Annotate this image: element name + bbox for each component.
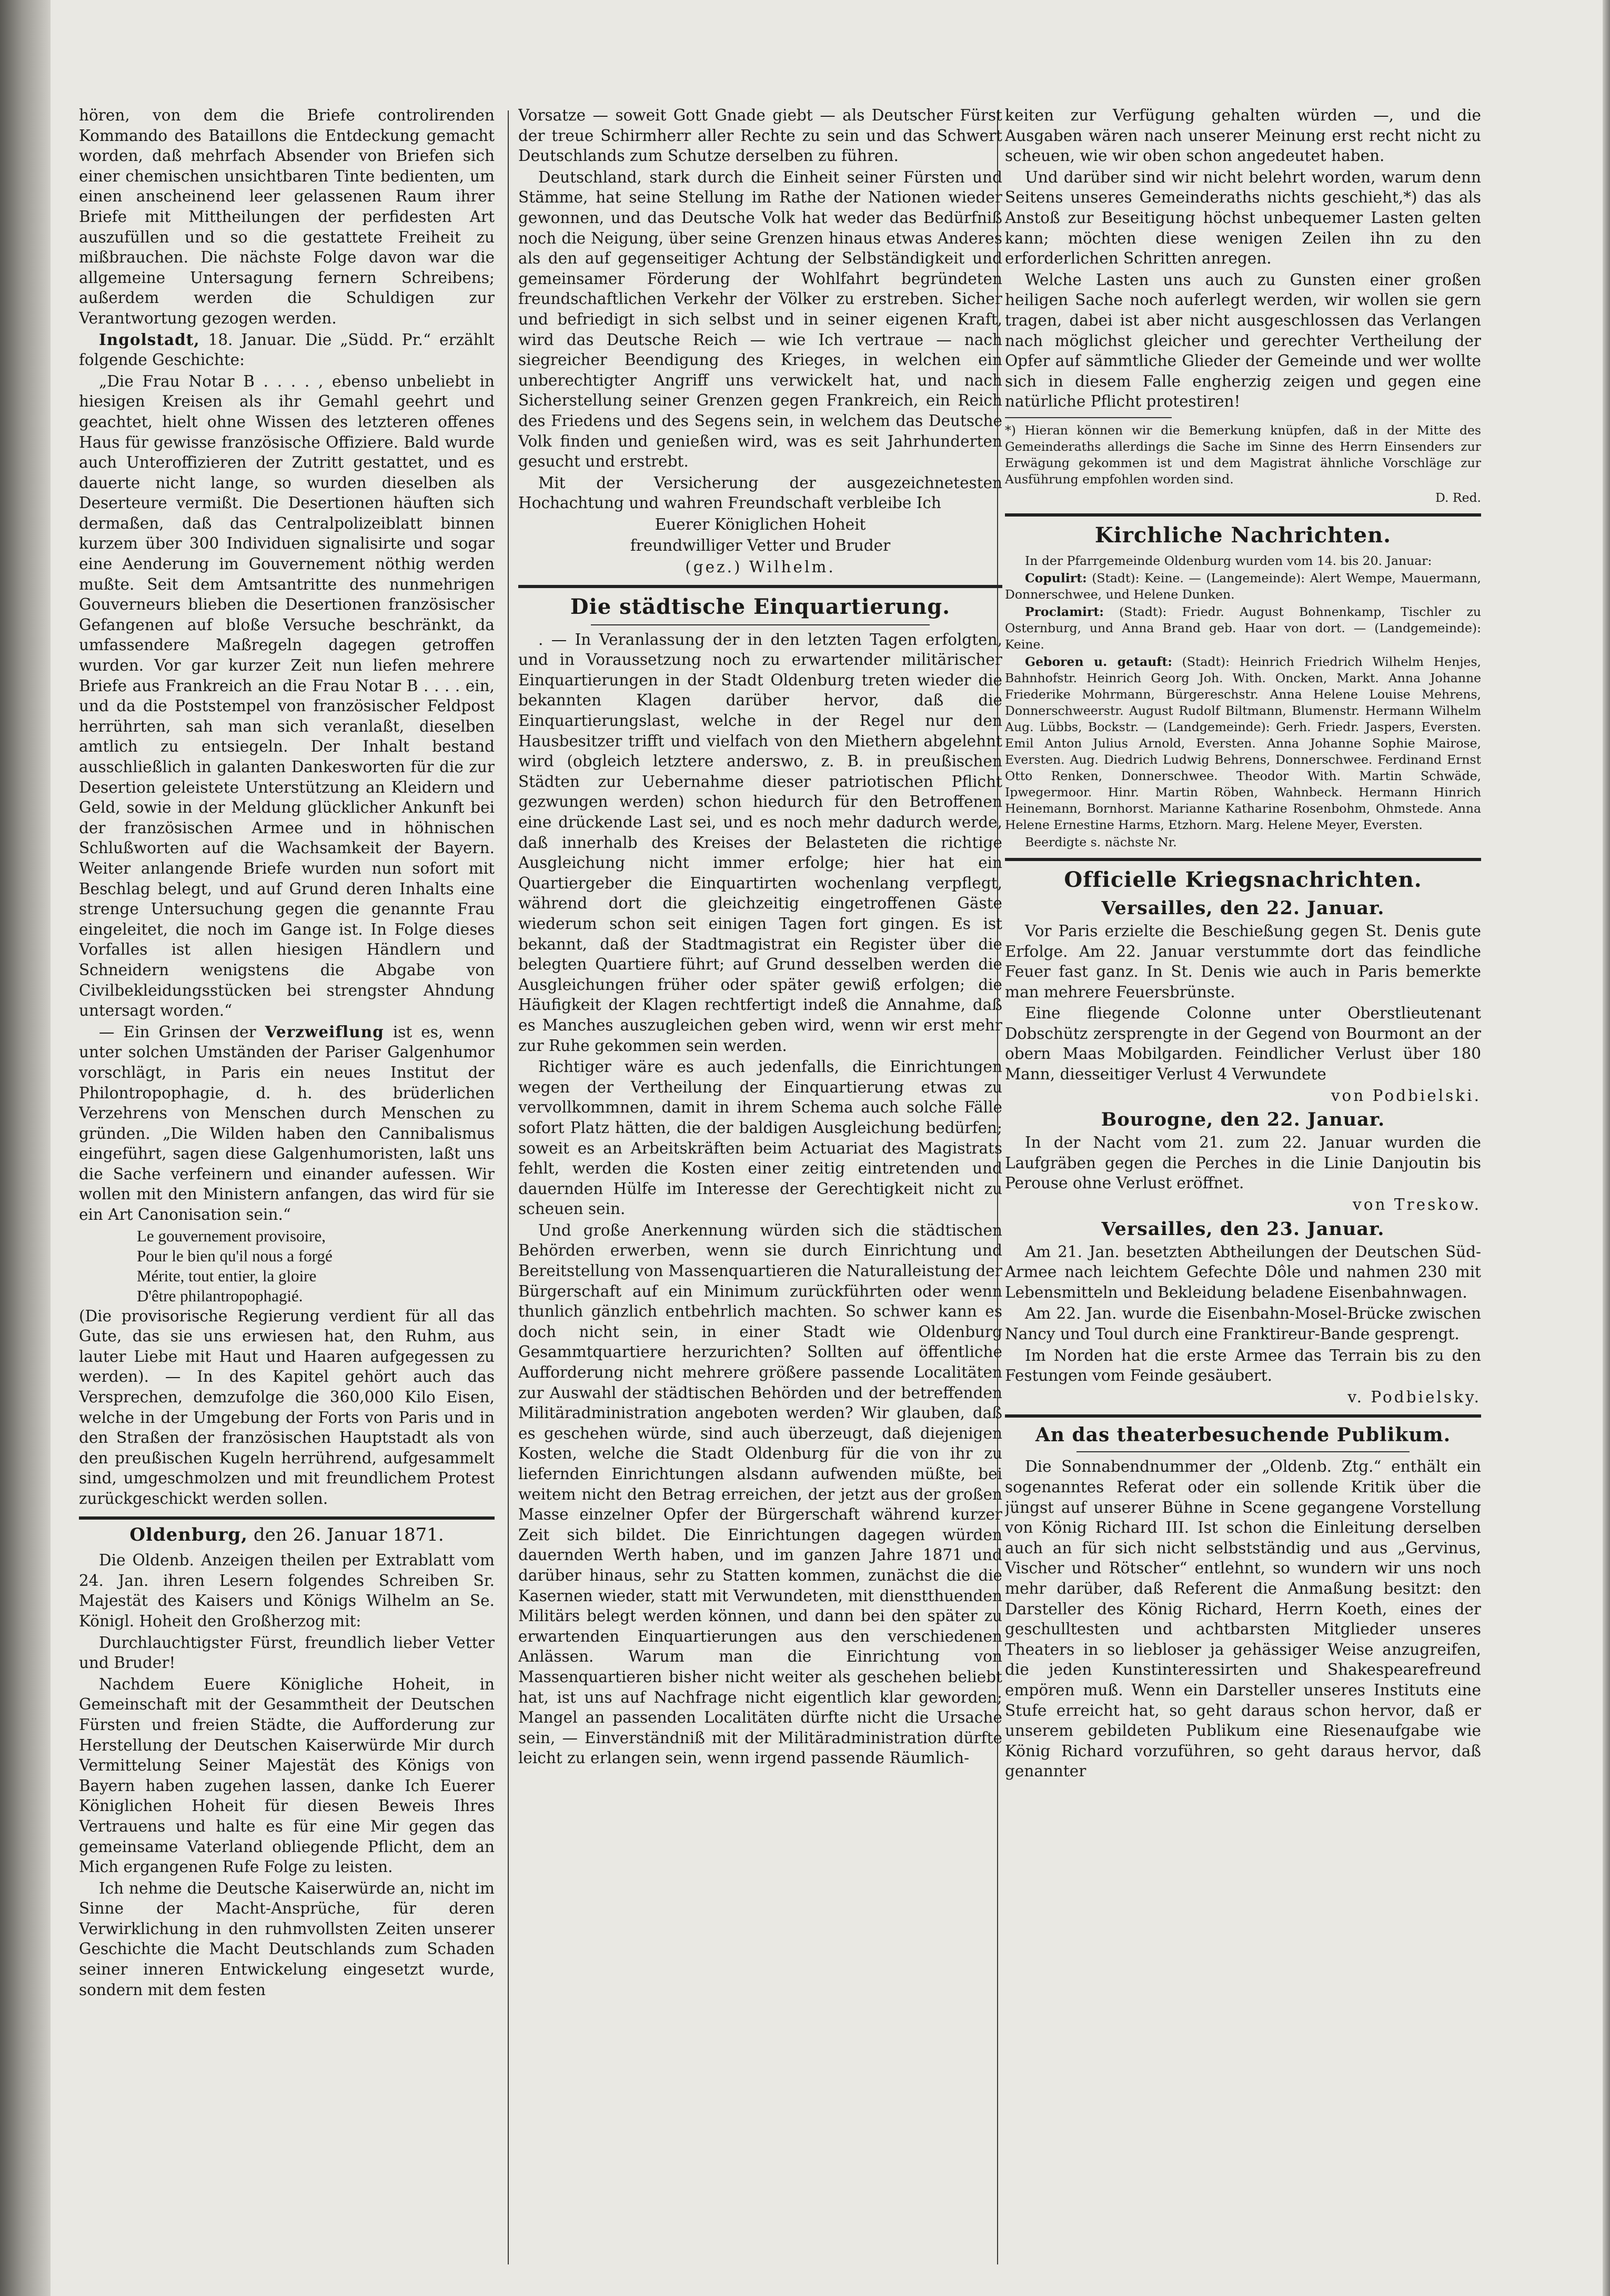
text: — Ein Grinsen der [99,1023,265,1041]
heading-kirchliche: Kirchliche Nachrichten. [1094,522,1392,548]
verse-line: Le gouvernement provisoire, [137,1226,326,1245]
paragraph: Eine fliegende Colonne unter Oberstlieutenant Dobschütz zersprengte in der Gegend von Bourmont an der obern Maas Mobilgarden. Feindlicher Verlust über 180 Mann, diesseitiger Verlust 4 Verwundete [1005,1004,1481,1084]
paragraph: Im Norden hat die erste Armee das Terrain bis zu den Festungen vom Feinde gesäubert. [1005,1346,1481,1385]
subheading: Versailles, den 22. Januar. [1101,897,1385,919]
section-rule [79,1516,495,1520]
signature-line: Euerer Königlichen Hoheit [655,515,866,533]
church-proclamirt [1005,604,1481,653]
column-2 [518,105,1002,2264]
french-verse [79,1226,495,1306]
bold-word: Verzweiflung [265,1022,384,1041]
column-divider-1 [508,110,509,2264]
text: (Stadt): Keine. — (Langemeinde): Alert Wempe, Mauermann, Donnerschwee, und Helene Dunken. [1005,570,1481,602]
text: (Stadt): Heinrich Friedrich Wilhelm Henjes, Bahnhofstr. Heinrich Georg Joh. With. Oncken, Markt. Anna Johanne Friederike Mohrmann, Bürgereschstr. Anna Helene Louise Mehrens, Donnerschweerstr. August Rudolf Biltmann, Blumenstr. Hermann Wilhelm Aug. Lübbs, Bockstr. — (Landgemeinde): Gerh. Friedr. Jaspers, Eversten. Emil Anton Julius Arnold, Eversten. Anna Johanne Sophie Mairose, Eversten. Aug. Diedrich Ludwig Behrens, Donnerschwee. Ferdinand Ernst Otto Renken, Donnerschwee. Theodor With. Martin Schwäde, Ipwegermoor. Hinr. Martin Röben, Wahnbeck. Hermann Hinrich Heinemann, Bornhorst. Marianne Katharine Rosenbohm, Ohmstede. Anna Helene Ernestine Harms, Etzhorn. Marg. Helene Meyer, Eversten. [1005,654,1481,832]
paragraph: Vor Paris erzielte die Beschießung gegen St. Denis gute Erfolge. Am 22. Januar verstummte dort das feindliche Feuer fast ganz. In St. Denis wie auch in Paris bemerkte man mehrere Feuersbrünste. [1005,922,1481,1001]
verse-line: Mérite, tout entier, la gloire [137,1266,317,1285]
church-beerdigte: Beerdigte s. nächste Nr. [1025,834,1177,849]
church-copulirt [1005,570,1481,603]
column-1 [79,105,495,2264]
footnote-sign: D. Red. [1435,490,1481,505]
subheading: Bourogne, den 22. Januar. [1101,1109,1385,1131]
report-signature: von Podbielski. [1331,1086,1481,1105]
paragraph: keiten zur Verfügung gehalten würden —, und die Ausgaben wären nach unserer Meinung erst recht nicht zu scheuen, wie wir oben schon angedeutet haben. [1005,106,1481,165]
page-edge [1603,0,1610,2296]
text: (Stadt): Friedr. August Bohnenkamp, Tischler zu Osternburg, und Anna Brand geb. Haar von dort. — (Landgemeinde): Keine. [1005,604,1481,652]
place-name: Ingolstadt, [99,330,200,349]
label: Copulirt: [1025,570,1087,585]
report-signature: v. Podbielsky. [1347,1388,1481,1406]
paragraph: Ich nehme die Deutsche Kaiserwürde an, nicht im Sinne der Macht-Ansprüche, für deren Verwirklichung in den ruhmvollsten Zeiten unserer Geschichte die Macht Deutschlands zum Schaden seiner inneren Entwickelung eingesetzt wurde, sondern mit dem festen [79,1879,495,1999]
paragraph-verzweiflung [79,1022,495,1225]
paragraph: Am 21. Jan. besetzten Abtheilungen der Deutschen Süd-Armee nach leichtem Gefechte Dôle und nahmen 230 mit Lebensmitteln und Bekleidung beladene Eisenbahnwagen. [1005,1242,1481,1301]
paragraph: . — In Veranlassung der in den letzten Tagen erfolgten, und in Voraussetzung noch zu erwartender militärischer Einquartierungen in der Stadt Oldenburg treten wieder die bekannten Klagen darüber hervor, daß die Einquartierungslast, welche in der Regel nur den Hausbesitzer trifft und vielfach von den Miethern abgelehnt wird (obgleich letztere anderswo, z. B. in preußischen Städten zur Uebernahme dieser patriotischen Pflicht gezwungen werden) schon hiedurch für den Betroffenen eine drückende Last sei, und es noch mehr dadurch werde, daß innerhalb des Kreises der Belasteten die richtige Ausgleichung nicht immer erfolge; hier hat ein Quartiergeber die Einquartirten wochenlang verpflegt, während dort die gleichzeitig eingetroffenen Gäste wiederum schon seit einigen Tagen fort gingen. Es ist bekannt, daß der Stadtmagistrat ein Register über die belegten Quartiere führt; auf Grund desselben werden die Ausgleichungen früher oder später gewiß erfolgen; die Häufigkeit der Klagen rechtfertigt indeß die Annahme, daß es Manches auszugleichen geben wird, wenn wir erst mehr zur Ruhe gekommen sein werden. [518,630,1002,1055]
column-3 [1005,105,1481,2264]
signature-name: (gez.) Wilhelm. [685,558,836,576]
paragraph: Die Oldenb. Anzeigen theilen per Extrablatt vom 24. Jan. ihren Lesern folgendes Schreiben Sr. Majestät des Kaisers und Königs Wilhelm an Se. Königl. Hoheit den Großherzog mit: [79,1551,495,1630]
paragraph: Nachdem Euere Königliche Hoheit, in Gemeinschaft mit der Gesammtheit der Deutschen Fürsten und freien Städte, die Aufforderung zur Herstellung der Deutschen Kaiserwürde Mir durch Vermittelung Seiner Majestät des Königs von Bayern haben zugehen lassen, danke Ich Euerer Königlichen Hoheit für diesen Beweis Ihres Vertrauens und halte es für eine Mir gegen das gemeinsame Vaterland obliegende Pflicht, dem an Mich ergangenen Rufe Folge zu leisten. [79,1675,495,1876]
label: Proclamirt: [1025,604,1104,619]
paragraph: Und darüber sind wir nicht belehrt worden, warum denn Seitens unseres Gemeinderaths nichts geschieht,*) das als Anstoß zur Beseitigung höchst unbequemer Lasten gelten kann; möchten diese wenigen Zeilen ihn zu den erforderlichen Schritten anregen. [1005,168,1481,268]
paragraph: Die Sonnabendnummer der „Oldenb. Ztg.“ enthält ein sogenanntes Referat oder ein sollende Kritik über die jüngst auf unserer Bühne in Scene gegangene Vorstellung von König Richard III. Ist schon die Einleitung derselben auch an für sich nicht selbstständig und aus „Gervinus, Vischer und Rötscher“ entlehnt, so wundern wir uns noch mehr darüber, daß Referent die Anmaßung besitzt: den Darsteller des König Richard, Herrn Koeth, eines der geschulltesten und achtbarsten Mitglieder unseres Theaters in so liebloser ja gehässiger Weise anzugreifen, die jeden Kunstinteressirten und Shakespearefreund empören muß. Wenn ein Darsteller unseres Instituts eine Stufe erreicht hat, so geht daraus schon hervor, daß er unserem gebildeten Publikum eine Riesenaufgabe wie König Richard vorzuführen, so geht daraus hervor, daß genannter [1005,1458,1481,1781]
section-rule [1005,1414,1481,1418]
paragraph: In der Nacht vom 21. zum 22. Januar wurden die Laufgräben gegen die Perches in die Linie Danjoutin bis Perouse ohne Verlust eröffnet. [1005,1134,1481,1192]
paragraph: Und große Anerkennung würden sich die städtischen Behörden erwerben, wenn sie durch Einrichtung und Bereitstellung von Massenquartieren die Naturalleistung der Bürgerschaft auf ein Minimum zurückführten oder wenn thunlich gänzlich entbehrlich machten. So schwer kann es doch nicht sein, in einer Stadt wie Oldenburg Gesammtquartiere herzurichten? Sollten auf öffentliche Aufforderung nicht mehrere größere passende Localitäten zur Auswahl der städtischen Behörden und der betreffenden Militäradministration angeboten werden? Wir glauben, daß es geschehen würde, sind auch überzeugt, daß diejenigen Kosten, welche die Stadt Oldenburg für die von ihr zu liefernden Einrichtungen alsdann aufwenden müßte, bei weitem nicht den Betrag erreichen, der jetzt aus der großen Masse einzelner Opfer der Bürgerschaft während kurzer Zeit sich bildet. Die Einrichtungen dagegen würden dauernden Werth haben, und im ganzen Jahre 1871 und darüber hinaus, sehr zu Statten kommen, zunächst die die Kasernen wieder, statt mit Verwundeten, mit dienstthuenden Militärs belegt werden können, und dann bei den später zu erwartenden Einquartierungen aus den verschiedenen Anlässen. Warum man die Einrichtung von Massenquartieren bisher nicht weiter als geschehen beliebt hat, ist uns auf Nachfrage nicht eigentlich klar geworden; Mangel an passenden Localitäten dürfte nicht die Ursache sein, — Einverständniß mit der Militäradministration dürfte leicht zu erlangen sein, wenn irgend passende Räumlich- [518,1221,1002,1767]
heading-theater: An das theaterbesuchende Publikum. [1035,1424,1451,1447]
place-name: Oldenburg, [129,1524,248,1545]
church-intro: In der Pfarrgemeinde Oldenburg wurden vom 14. bis 20. Januar: [1025,553,1432,568]
subheading: Versailles, den 23. Januar. [1101,1218,1385,1240]
heading-einquartierung: Die städtische Einquartierung. [570,594,951,619]
dateline-date: den 26. Januar 1871. [248,1524,444,1545]
report-signature: von Treskow. [1353,1196,1481,1214]
paragraph: „Die Frau Notar B . . . . , ebenso unbeliebt in hiesigen Kreisen als ihr Gemahl geehrt und geachtet, hielt ohne Wissen des letzteren offenes Haus für gewisse französische Offiziere. Bald wurde auch Unteroffizieren der Zutritt gestattet, und es dauerte nicht lange, so wurden dieselben als Deserteure vermißt. Die Desertionen häuften sich dermaßen, daß das Centralpolizeiblatt binnen kurzem über 300 Individuen signalisirte und sogar eine Aenderung im Gouvernement nöthig werden mußte. Seit dem Amtsantritte des nunmehrigen Gouverneurs blieben die Desertionen französischer Gefangenen auf bloße Versuche beschränkt, da umfassendere Maßregeln dagegen getroffen wurden. Vor gar kurzer Zeit nun liefen mehrere Briefe aus Frankreich an die Frau Notar B . . . . ein, und da die Poststempel von französischer Feldpost herrührten, sah man sich veranlaßt, dieselben amtlich zu entsiegeln. Der Inhalt bestand ausschließlich in galanten Dankesworten für die zur Desertion geleistete Unterstützung an Kleidern und Geld, sowie in der Meldung glücklicher Ankunft bei der französischen Armee und in höhnischen Schlußworten auf die Wachsamkeit der Bayern. Weiter anlangende Briefe wurden nun sofort mit Beschlag belegt, und auf Grund deren Inhalts eine strenge Untersuchung gegen die genannte Frau eingeleitet, die noch im Gange ist. In Folge dieses Vorfalles ist allen hiesigen Händlern und Schneidern wenigstens die Abgabe von Civilbekleidungsstücken bei strengster Ahndung untersagt worden.“ [79,372,495,1020]
heading-underline [1076,1451,1410,1452]
paragraph: (Die provisorische Regierung verdient für all das Gute, das sie uns erwiesen hat, den Ruhm, aus lauter Liebe mit Haut und Haaren aufgegessen zu werden). — In des Kapitel gehört auch das Versprechen, demzufolge die 360,000 Kilo Eisen, welche in der Umgebung der Forts von Paris und in den Straßen der französischen Hauptstadt als von den preußischen Kugeln herrührend, aufgesammelt sind, umgeschmolzen und mit freundlichem Protest zurückgeschickt werden sollen. [79,1307,495,1508]
paragraph: hören, von dem die Briefe controlirenden Kommando des Bataillons die Entdeckung gemacht worden, daß mehrfach Absender von Briefen sich einer chemischen unsichtbaren Tinte bedienten, um einen anscheinend leer gelassenen Raum ihrer Briefe mit Mittheilungen der perfidesten Art auszufüllen und so die gestattete Freiheit zu mißbrauchen. Die nächste Folge davon war die allgemeine Untersagung fernern Schreibens; außerdem werden die Schuldigen zur Verantwortung gezogen werden. [79,106,495,327]
church-geboren [1005,654,1481,833]
verse-line: Pour le bien qu'il nous a forgé [137,1246,333,1265]
salutation: Durchlauchtigster Fürst, freundlich lieber Vetter und Bruder! [79,1633,495,1672]
heading-underline [591,624,930,625]
paragraph: Richtiger wäre es auch jedenfalls, die Einrichtungen wegen der Vertheilung der Einquartierung etwas zu vervollkommnen, damit in ihrem Schema auch solche Fälle sofort Platz hätten, die der baldigen Ausgleichung bedürfen; soweit es an Arbeitskräften beim Actuariat des Magistrats fehlt, werden die Kosten einer zeitig eintretenden und dauernden Hülfe im Interesse der Gerechtigkeit nicht zu scheuen sein. [518,1058,1002,1218]
label: Geboren u. getauft: [1025,654,1172,669]
dateline-oldenburg [79,1525,495,1545]
paragraph: Am 22. Jan. wurde die Eisenbahn-Mosel-Brücke zwischen Nancy und Toul durch eine Franktireur-Bande gesprengt. [1005,1304,1481,1343]
paragraph: Deutschland, stark durch die Einheit seiner Fürsten und Stämme, hat seine Stellung im Rathe der Nationen wieder gewonnen, und das Deutsche Volk hat weder das Bedürfniß noch die Neigung, über seine Grenzen hinaus etwas Anderes als den auf gegenseitiger Achtung der Selbständigkeit und gemeinsamer Förderung der Wohlfahrt begründeten freundschaftlichen Verkehr der Völker zu erstreben. Sicher und befriedigt in sich selbst und in seiner eigenen Kraft, wird das Deutsche Reich — wie Ich vertraue — nach siegreicher Beendigung des Krieges, in welchen ein unberechtigter Angriff uns verwickelt hat, und nach Sicherstellung seiner Grenzen gegen Frankreich, ein Reich des Friedens und des Segens sein, in welchem das Deutsche Volk finden und genießen wird, was es seit Jahrhunderten gesucht und erstrebt. [518,168,1002,471]
verse-line: D'être philantropophagié. [137,1286,303,1305]
book-spine [0,0,51,2296]
paragraph: Mit der Versicherung der ausgezeichnetesten Hochachtung und wahren Freundschaft verbleibe Ich [518,473,1002,512]
heading-kriegsnachrichten: Officielle Kriegsnachrichten. [1064,867,1422,892]
dateline-ingolstadt [79,330,495,370]
paragraph: Welche Lasten uns auch zu Gunsten einer großen heiligen Sache noch auferlegt werden, wir wollen sie gern tragen, dabei ist aber nicht ausgeschlossen das Verlangen nach möglichst gleicher und gerechter Vertheilung der Opfer auf sämmtliche Glieder der Gemeinde und wer wollte sich in diesem Falle engherzig zeigen und gegen eine natürliche Pflicht protestiren! [1005,270,1481,411]
section-rule [518,585,1002,588]
section-rule [1005,858,1481,861]
signature-line: freundwilliger Vetter und Bruder [630,537,891,555]
section-rule [1005,513,1481,517]
text: ist es, wenn unter solchen Umständen der Pariser Galgenhumor vorschlägt, in Paris ein neues Institut der Philontropophagie, d. h. des brüderlichen Verzehrens von Menschen durch Menschen zu gründen. „Die Wilden haben den Cannibalismus eingeführt, sagen diese Galgenhumoristen, laßt uns die Sache verfeinern und einander aufessen. Wir wollen mit den Ministern anfangen, das wird für sie ein Art Canonisation sein.“ [79,1023,495,1224]
paragraph: Vorsatze — soweit Gott Gnade giebt — als Deutscher Fürst der treue Schirmherr aller Rechte zu sein und das Schwert Deutschlands zum Schutze derselben zu führen. [518,106,1002,165]
footnote: *) Hieran können wir die Bemerkung knüpfen, daß in der Mitte des Gemeinderaths allerdings die Sache im Sinne des Herrn Einsenders zur Erwägung gekommen ist und dem Magistrat ähnliche Vorschläge zur Ausführung empfohlen worden sind. [1005,422,1481,487]
footnote-rule [1005,417,1172,418]
dateline-text: 18. Januar. Die „Südd. Pr.“ erzählt folgende Geschichte: [79,330,495,369]
